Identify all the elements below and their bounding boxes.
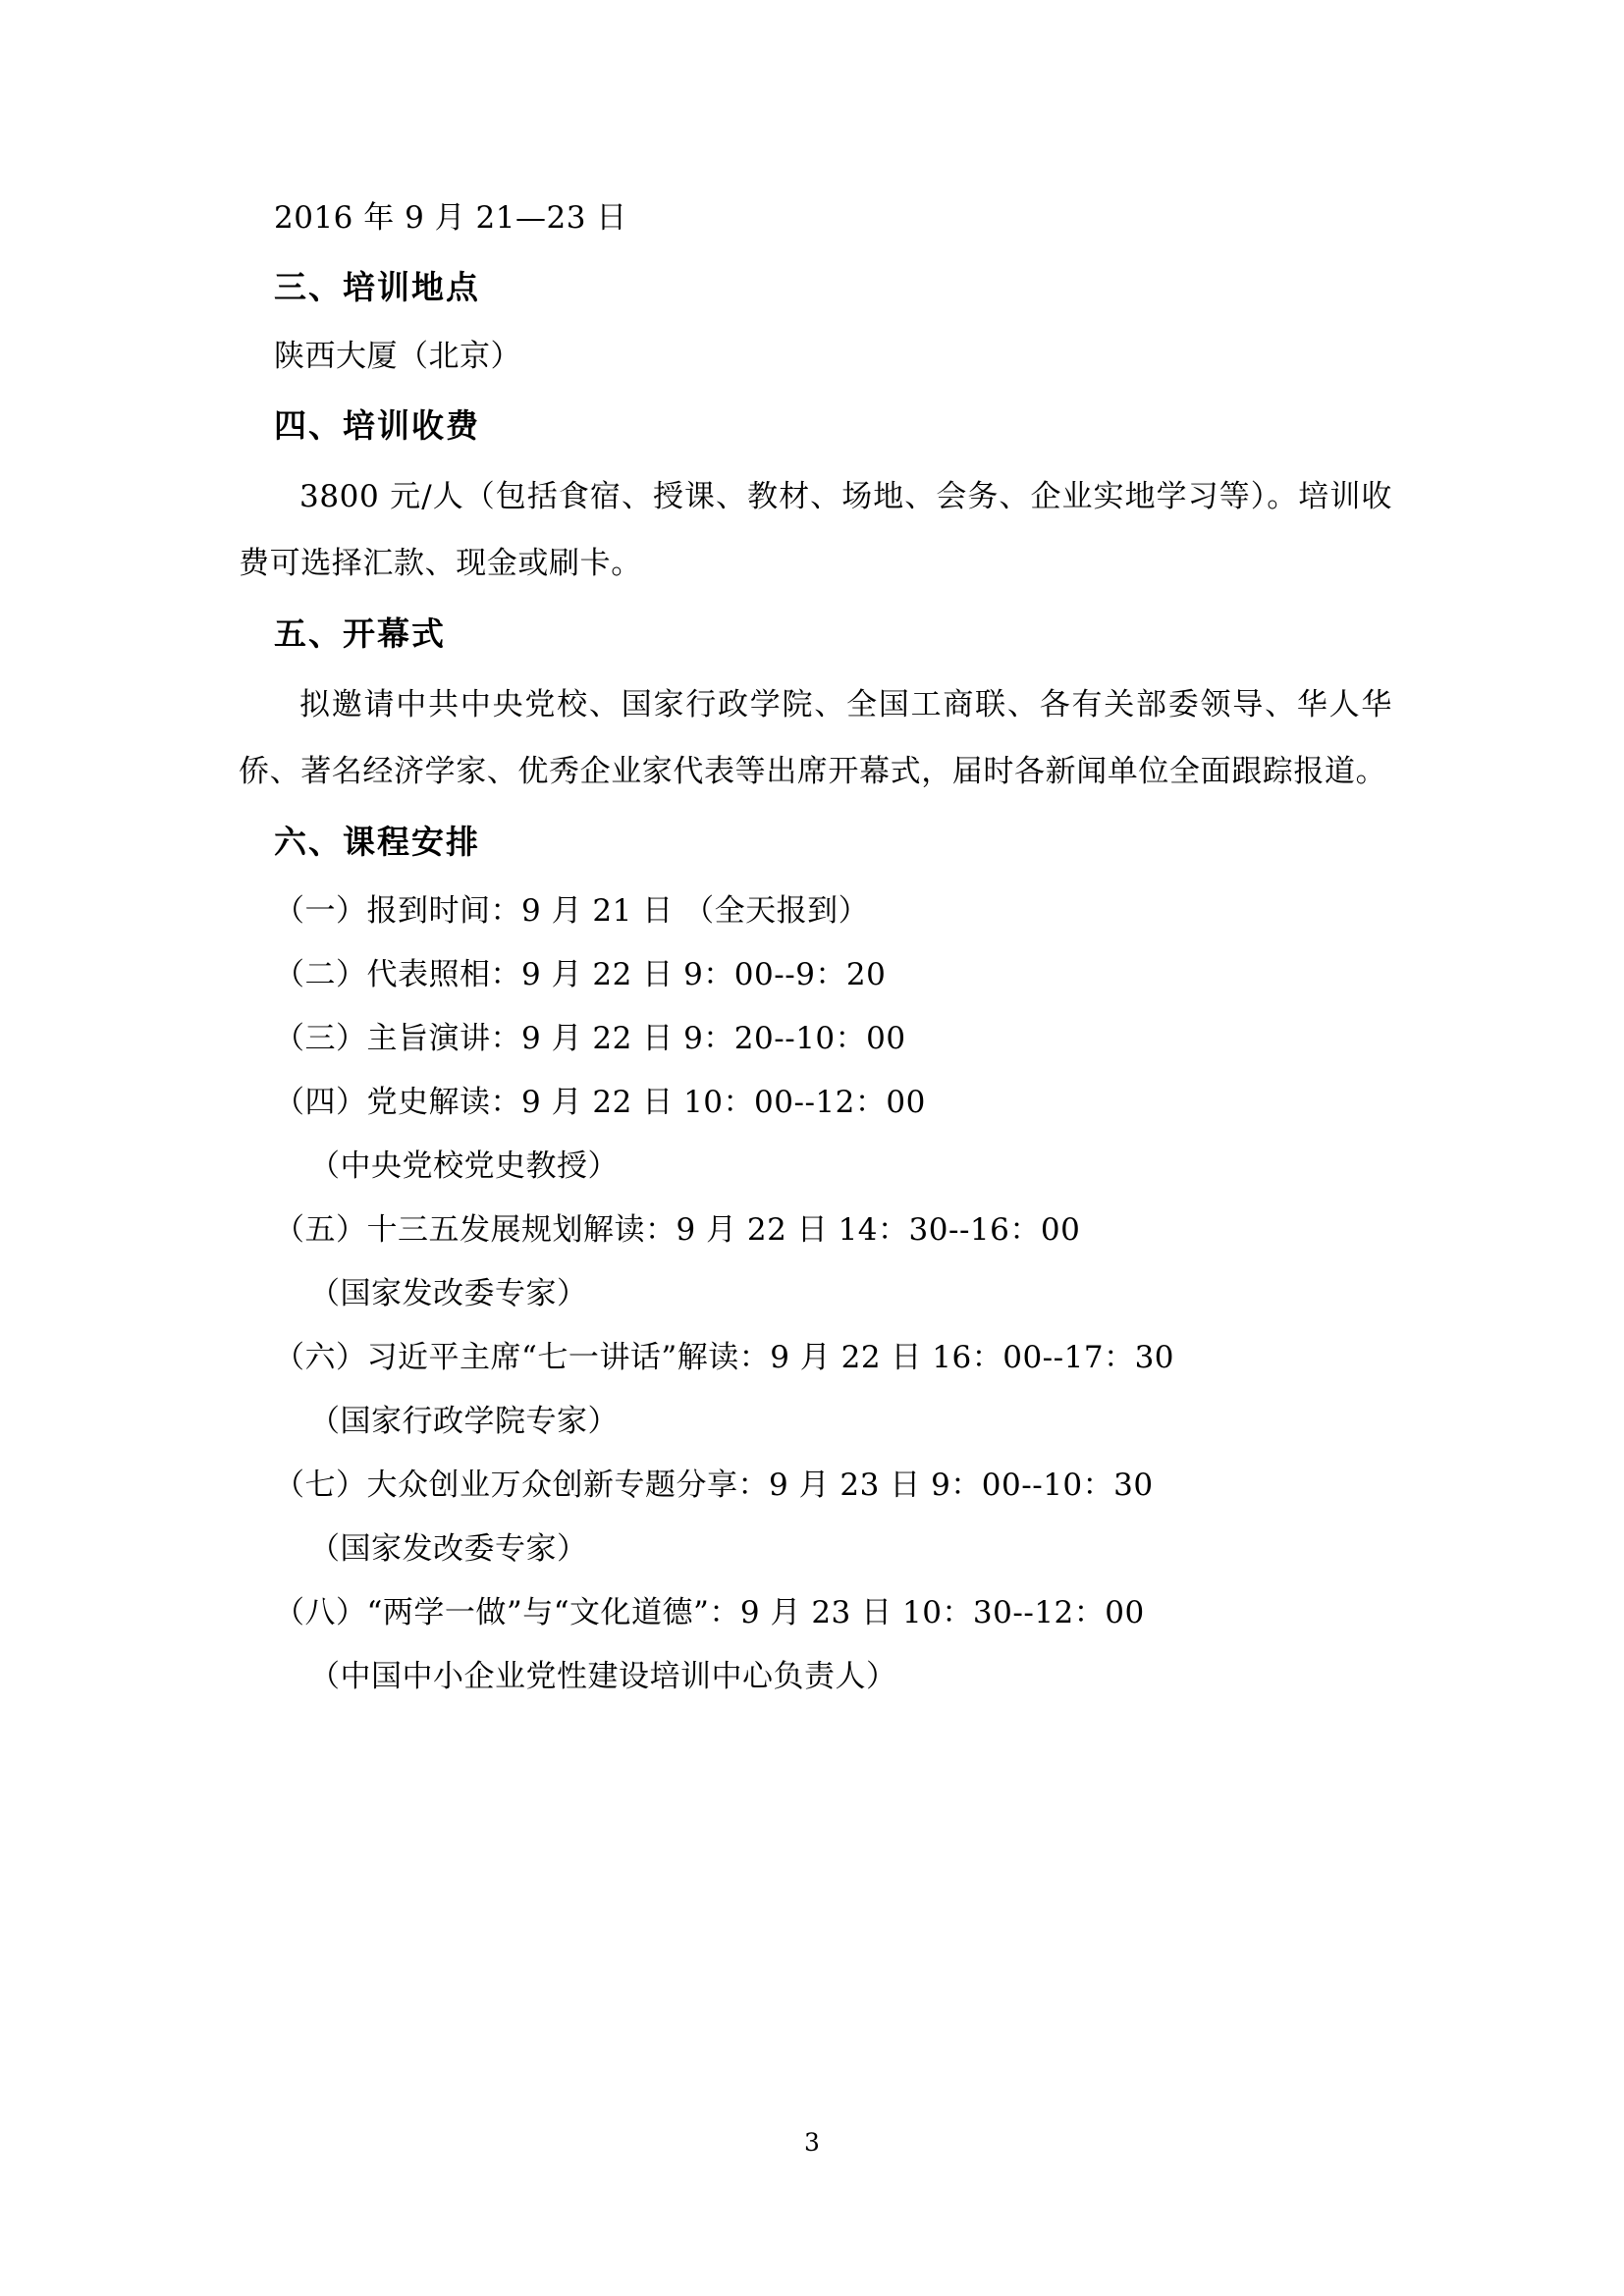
- schedule-item-3: （三）主旨演讲：9 月 22 日 9：20--10：00: [274, 1021, 906, 1056]
- schedule-item-8-speaker: （中国中小企业党性建设培训中心负责人）: [309, 1659, 897, 1694]
- heading-course-schedule: 六、课程安排: [274, 823, 480, 861]
- training-fee-paragraph: 3800 元/人（包括食宿、授课、教材、场地、会务、企业实地学习等）。培训收费可选择汇款、现金或刷卡。: [239, 479, 1392, 581]
- schedule-item-8: （八）“两学一做”与“文化道德”：9 月 23 日 10：30--12：00: [274, 1595, 1145, 1630]
- opening-ceremony-paragraph: 拟邀请中共中央党校、国家行政学院、全国工商联、各有关部委领导、华人华侨、著名经济学家、优秀企业家代表等出席开幕式，届时各新闻单位全面跟踪报道。: [239, 687, 1392, 789]
- page-number: 3: [804, 2128, 820, 2157]
- heading-training-location: 三、培训地点: [274, 268, 480, 306]
- schedule-item-7-speaker: （国家发改委专家）: [309, 1531, 588, 1567]
- schedule-item-1: （一）报到时间：9 月 21 日 （全天报到）: [274, 893, 870, 929]
- schedule-item-4: （四）党史解读：9 月 22 日 10：00--12：00: [274, 1085, 926, 1120]
- heading-training-fee: 四、培训收费: [274, 406, 480, 445]
- schedule-item-5: （五）十三五发展规划解读：9 月 22 日 14：30--16：00: [274, 1212, 1081, 1248]
- schedule-item-7: （七）大众创业万众创新专题分享：9 月 23 日 9：00--10：30: [274, 1468, 1154, 1503]
- training-date-line: 2016 年 9 月 21—23 日: [274, 200, 627, 236]
- schedule-item-4-speaker: （中央党校党史教授）: [309, 1148, 619, 1184]
- schedule-item-2: （二）代表照相：9 月 22 日 9：00--9：20: [274, 957, 887, 992]
- heading-opening-ceremony: 五、开幕式: [274, 614, 446, 653]
- schedule-item-6: （六）习近平主席“七一讲话”解读：9 月 22 日 16：00--17：30: [274, 1340, 1175, 1375]
- schedule-item-6-speaker: （国家行政学院专家）: [309, 1404, 619, 1439]
- document-body: [239, 187, 1392, 1709]
- training-location-line: 陕西大厦（北京）: [274, 339, 521, 374]
- schedule-item-5-speaker: （国家发改委专家）: [309, 1276, 588, 1311]
